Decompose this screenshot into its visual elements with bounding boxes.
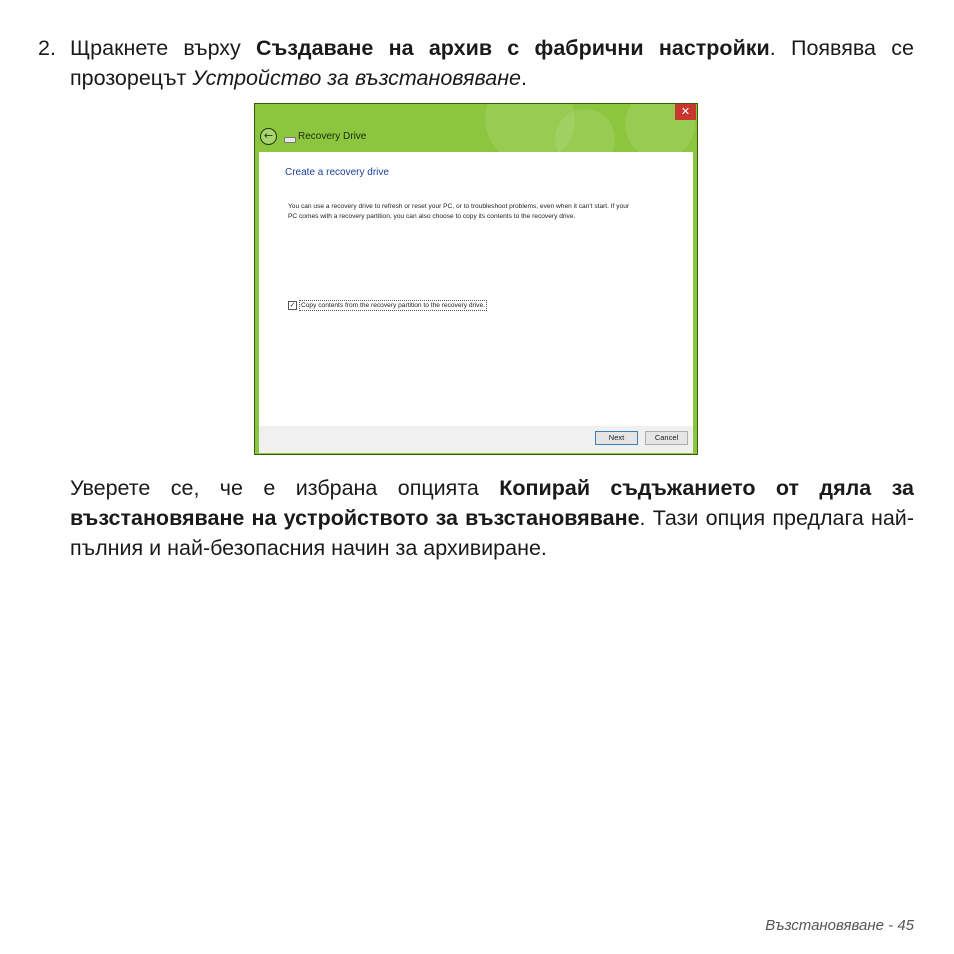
close-button[interactable]: ✕ (675, 104, 696, 120)
footer-section: Възстановяване - (765, 917, 894, 934)
step-text-2: . Появява се прозорецът (70, 36, 914, 90)
note-text: Уверете се, че е избрана опцията (70, 476, 500, 500)
copy-contents-option[interactable] (288, 300, 487, 311)
copy-contents-label[interactable]: Copy contents from the recovery partition to the recovery drive. (301, 302, 485, 309)
page-footer (765, 917, 914, 934)
dialog-heading: Create a recovery drive (285, 167, 389, 178)
dialog-title: Recovery Drive (298, 131, 367, 142)
drive-icon (284, 137, 296, 143)
step-text-3: . (521, 66, 527, 90)
step-paragraph (38, 33, 914, 93)
step-italic-window: Устройство за възстановяване (192, 66, 522, 90)
next-button[interactable]: Next (595, 431, 638, 445)
dialog-button-bar (259, 426, 693, 453)
copy-contents-checkbox[interactable]: ✓ (289, 301, 296, 309)
page-number: 45 (897, 917, 914, 934)
step-bold-action: Създаване на архив с фабрични настройки (256, 36, 770, 60)
recovery-drive-screenshot (254, 103, 698, 455)
note-text-2: . Тази опция предлага най-пълния и най-безопасния начин за архивиране. (70, 506, 914, 560)
dialog-content (259, 152, 693, 426)
back-arrow-icon[interactable]: ← (260, 128, 277, 145)
note-paragraph (70, 473, 914, 563)
step-number: 2. (38, 36, 56, 60)
dialog-titlebar (255, 104, 697, 152)
cancel-button[interactable]: Cancel (645, 431, 688, 445)
note-bold-option: Копирай съдъжанието от дяла за възстановяване на устройството за възстановяване (70, 476, 914, 530)
dialog-description: You can use a recovery drive to refresh or reset your PC, or to troubleshoot problems, even when it can't start. If your PC comes with a recovery partition, you can also choose to copy its contents to the recovery drive. (288, 203, 630, 220)
step-text: Щракнете върху (70, 36, 257, 60)
